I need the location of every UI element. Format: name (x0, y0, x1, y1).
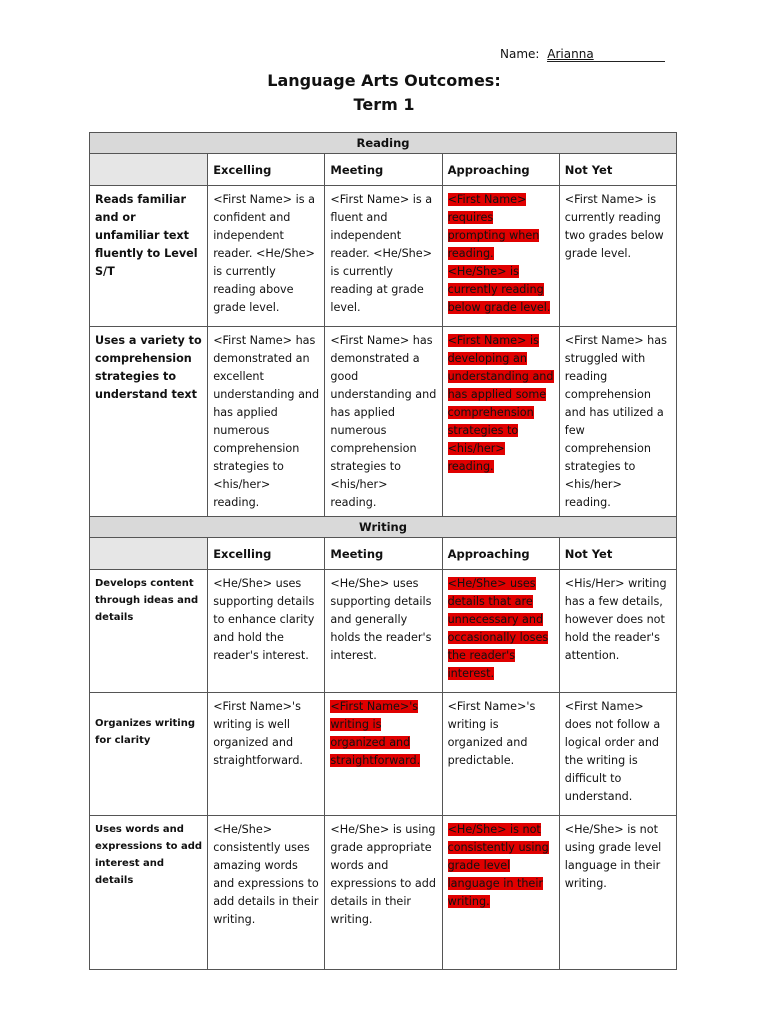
criterion-cell: Develops content through ideas and details (90, 570, 208, 693)
table-row (90, 570, 677, 693)
excelling-cell: <First Name> has demonstrated an excellent understanding and has applied numerous comprehension strategies to <his/her> reading. (208, 327, 325, 517)
col-excelling: Excelling (208, 538, 325, 570)
criterion-cell: Reads familiar and or unfamiliar text fluently to Level S/T (90, 186, 208, 327)
approaching-cell (442, 816, 559, 970)
highlighted-text: <First Name>'s writing is organized and straightforward. (330, 700, 421, 767)
writing-section-label: Writing (90, 517, 677, 538)
reading-section-header (90, 133, 677, 154)
excelling-cell: <He/She> consistently uses amazing words and expressions to add details in their writing. (208, 816, 325, 970)
col-approaching: Approaching (442, 154, 559, 186)
document-subtitle: Term 1 (353, 95, 415, 114)
highlighted-text: <He/She> uses details that are unnecessary and occasionally loses the reader's interest. (447, 577, 549, 680)
col-not-yet: Not Yet (559, 154, 676, 186)
meeting-cell: <First Name> is a fluent and independent reader. <He/She> is currently reading at grade level. (325, 186, 442, 327)
not-yet-cell: <First Name> does not follow a logical order and the writing is difficult to understand. (559, 693, 676, 816)
reading-column-headers (90, 154, 677, 186)
table-row (90, 327, 677, 517)
highlighted-text: <He/She> is not consistently using grade level language in their writing. (447, 823, 549, 908)
header-blank-cell (90, 538, 208, 570)
col-meeting: Meeting (325, 154, 442, 186)
not-yet-cell: <First Name> has struggled with reading comprehension and has utilized a few comprehension strategies to <his/her> reading. (559, 327, 676, 517)
excelling-cell: <He/She> uses supporting details to enhance clarity and hold the reader's interest. (208, 570, 325, 693)
criterion-cell: Uses words and expressions to add interest and details (90, 816, 208, 970)
writing-column-headers (90, 538, 677, 570)
criterion-cell: Organizes writing for clarity (90, 693, 208, 816)
writing-section-header (90, 517, 677, 538)
excelling-cell: <First Name> is a confident and independent reader. <He/She> is currently reading above grade level. (208, 186, 325, 327)
col-excelling: Excelling (208, 154, 325, 186)
reading-section-label: Reading (90, 133, 677, 154)
excelling-cell: <First Name>'s writing is well organized and straightforward. (208, 693, 325, 816)
highlighted-text: <First Name> requires prompting when reading. <He/She> is currently reading below grade level. (447, 193, 551, 314)
name-value: Arianna (547, 47, 665, 62)
table-row (90, 186, 677, 327)
meeting-cell: <He/She> uses supporting details and generally holds the reader's interest. (325, 570, 442, 693)
not-yet-cell: <He/She> is not using grade level language in their writing. (559, 816, 676, 970)
document-title: Language Arts Outcomes: (267, 71, 501, 90)
approaching-cell (442, 186, 559, 327)
header-blank-cell (90, 154, 208, 186)
approaching-cell (442, 570, 559, 693)
col-not-yet: Not Yet (559, 538, 676, 570)
student-name-line (500, 47, 665, 62)
highlighted-text: <First Name> is developing an understanding and has applied some comprehension strategies to <his/her> reading. (447, 334, 554, 473)
outcomes-rubric-table (89, 132, 677, 970)
col-approaching: Approaching (442, 538, 559, 570)
table-row (90, 693, 677, 816)
meeting-cell: <He/She> is using grade appropriate words and expressions to add details in their writing. (325, 816, 442, 970)
meeting-cell (325, 693, 442, 816)
approaching-cell (442, 327, 559, 517)
approaching-cell: <First Name>'s writing is organized and predictable. (442, 693, 559, 816)
not-yet-cell: <His/Her> writing has a few details, however does not hold the reader's attention. (559, 570, 676, 693)
table-row (90, 816, 677, 970)
meeting-cell: <First Name> has demonstrated a good understanding and has applied numerous comprehension strategies to <his/her> reading. (325, 327, 442, 517)
not-yet-cell: <First Name> is currently reading two grades below grade level. (559, 186, 676, 327)
criterion-cell: Uses a variety to comprehension strategies to understand text (90, 327, 208, 517)
name-label: Name: (500, 47, 540, 61)
col-meeting: Meeting (325, 538, 442, 570)
